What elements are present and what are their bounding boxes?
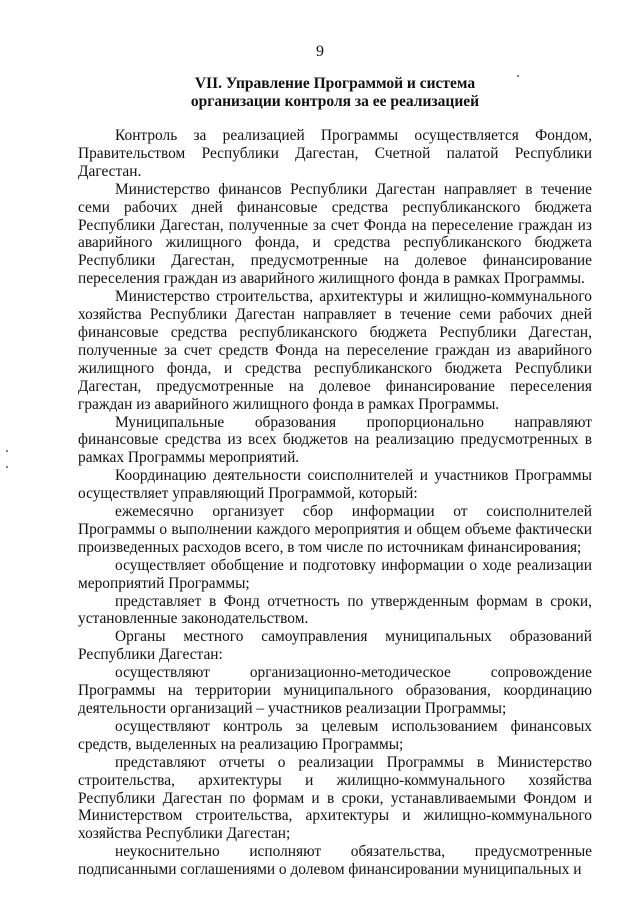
paragraph-methodical-support: осуществляют организационно-методическое сопровождение Программы на территории муниципального образования, координацию деятельности организаций – участников реализации Программы; xyxy=(78,664,592,717)
heading-line-2: организации контроля за ее реализацией xyxy=(190,93,480,110)
paragraph-coordination: Координацию деятельности соисполнителей и участников Программы осуществляет управляющий Программой, который: xyxy=(78,467,592,503)
paragraph-monthly-info: ежемесячно организует сбор информации от соисполнителей Программы о выполнении каждого мероприятия и общем объеме фактически произведенных расходов всего, в том числе по источникам финансирования; xyxy=(78,503,592,556)
paragraph-ministry-construction: Министерство строительства, архитектуры и жилищно-коммунального хозяйства Республики Дагестан направляет в течение семи рабочих дней финансовые средства республиканского бюджета Республики Дагестан, полученные за счет средств Фонда на переселение граждан из аварийного жилищного фонда, и средства республиканского бюджета Республики Дагестан, предусмотренные на долевое финансирование переселения граждан из аварийного жилищного фонда в рамках Программы. xyxy=(78,288,592,413)
scan-speck xyxy=(6,450,8,452)
paragraph-obligations: неукоснительно исполняют обязательства, предусмотренные подписанными соглашениями о долевом финансировании муниципальных и xyxy=(78,843,592,879)
paragraph-municipalities-funding: Муниципальные образования пропорционально направляют финансовые средства из всех бюджетов на реализацию предусмотренных в рамках Программы мероприятий. xyxy=(78,413,592,467)
paragraph-local-authorities: Органы местного самоуправления муниципальных образований Республики Дагестан: xyxy=(78,628,592,664)
page-number: 9 xyxy=(316,43,324,60)
paragraph-control: Контроль за реализацией Программы осуществляется Фондом, Правительством Республики Дагестан, Счетной палатой Республики Дагестан. xyxy=(78,127,592,180)
paragraph-ministry-finance: Министерство финансов Республики Дагестан направляет в течение семи рабочих дней финансовые средства республиканского бюджета Республики Дагестан, полученные за счет Фонда на переселение граждан из аварийного жилищного фонда, и средства республиканского бюджета Республики Дагестан, предусмотренные на долевое финансирование переселения граждан из аварийного жилищного фонда в рамках Программы. xyxy=(78,180,592,288)
paragraph-summary: осуществляет обобщение и подготовку информации о ходе реализации мероприятий Программы; xyxy=(78,556,592,592)
section-heading xyxy=(78,75,592,111)
scan-speck xyxy=(517,75,519,77)
scan-speck xyxy=(6,466,8,468)
heading-line-1: VII. Управление Программой и система xyxy=(194,75,476,92)
paragraph-target-control: осуществляют контроль за целевым использованием финансовых средств, выделенных на реализацию Программы; xyxy=(78,717,592,753)
paragraph-reports: представляют отчеты о реализации Программы в Министерство строительства, архитектуры и жилищно-коммунального хозяйства Республики Дагестан по формам и в сроки, устанавливаемыми Фондом и Министерством строительства, архитектуры и жилищно-коммунального хозяйства Республики Дагестан; xyxy=(78,753,592,843)
paragraph-reporting: представляет в Фонд отчетность по утвержденным формам в сроки, установленные законодательством. xyxy=(78,592,592,628)
body-text xyxy=(78,127,592,879)
